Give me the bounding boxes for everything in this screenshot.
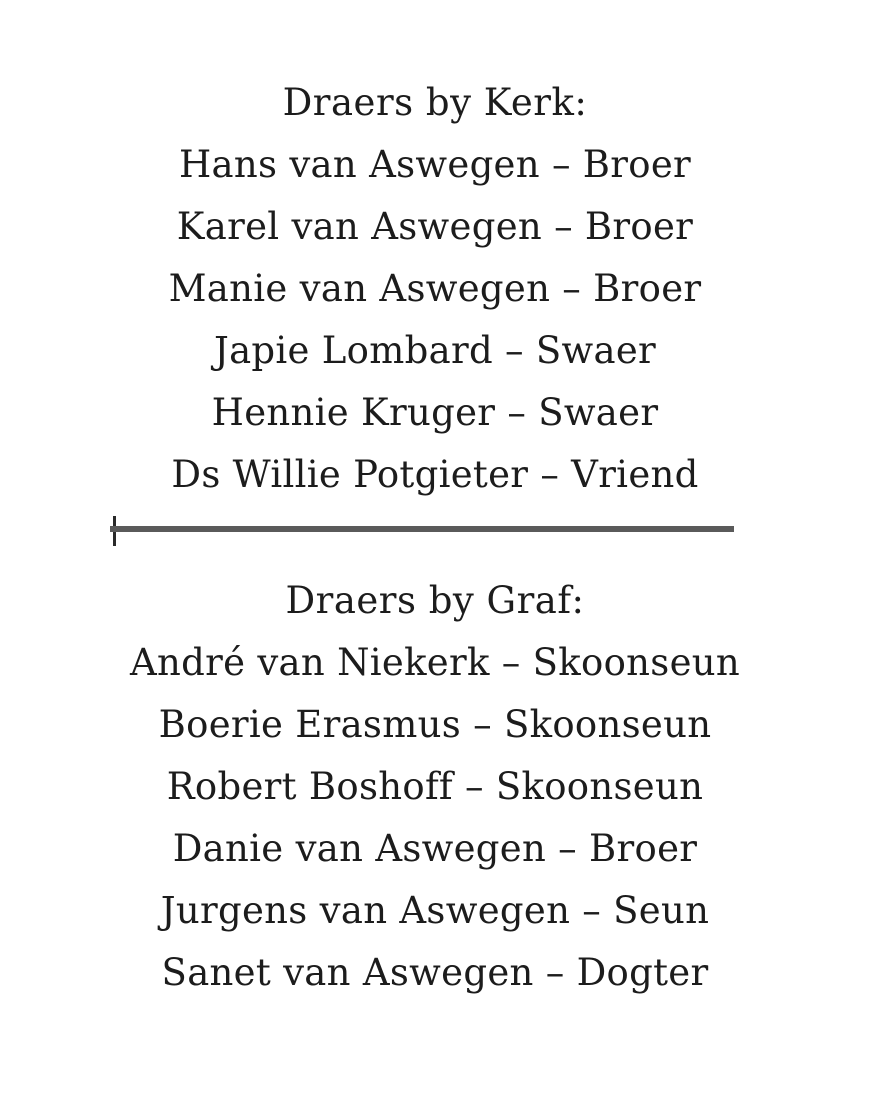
grave-bearer-entry: Sanet van Aswegen – Dogter bbox=[161, 951, 709, 994]
grave-bearer-entry: Robert Boshoff – Skoonseun bbox=[166, 765, 704, 808]
section-divider bbox=[110, 526, 734, 532]
church-bearer-entry: Hans van Aswegen – Broer bbox=[178, 143, 692, 186]
grave-bearers-section bbox=[0, 570, 870, 1004]
grave-bearer-entry: Jurgens van Aswegen – Seun bbox=[160, 889, 710, 932]
church-bearer-entry: Ds Willie Potgieter – Vriend bbox=[171, 453, 699, 496]
church-bearer-entry: Hennie Kruger – Swaer bbox=[211, 391, 659, 434]
church-bearer-entry: Japie Lombard – Swaer bbox=[213, 329, 657, 372]
grave-bearer-entry: André van Niekerk – Skoonseun bbox=[129, 641, 741, 684]
grave-bearer-entry: Boerie Erasmus – Skoonseun bbox=[158, 703, 712, 746]
church-bearer-entry: Karel van Aswegen – Broer bbox=[176, 205, 694, 248]
church-bearers-section bbox=[0, 72, 870, 506]
church-bearer-entry: Manie van Aswegen – Broer bbox=[168, 267, 702, 310]
grave-bearers-heading: Draers by Graf: bbox=[285, 579, 585, 622]
grave-bearer-entry: Danie van Aswegen – Broer bbox=[172, 827, 698, 870]
church-bearers-heading: Draers by Kerk: bbox=[282, 81, 588, 124]
